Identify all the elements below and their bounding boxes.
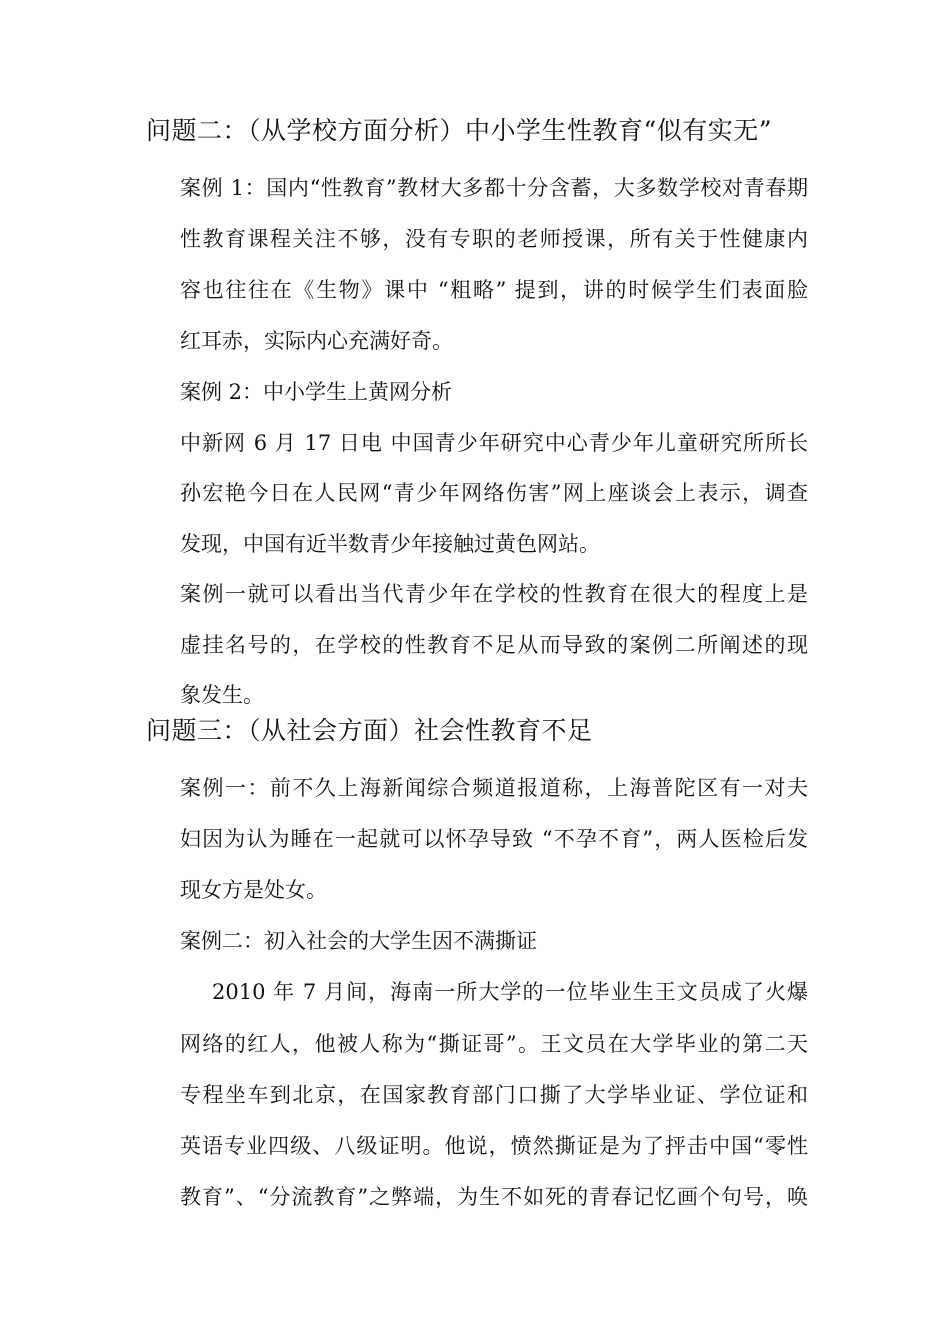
case-2-label: 案例二：初入社会的大学生因不满撕证 (180, 929, 537, 953)
paragraph-line: 现女方是处女。 (180, 878, 327, 902)
paragraph-line: 妇因为认为睡在一起就可以怀孕导致 “不孕不育”，两人医检后发 (180, 827, 808, 851)
paragraph-line: 容也往往在《生物》课中 “粗略” 提到，讲的时候学生们表面脸 (180, 278, 808, 302)
paragraph-line: 虚挂名号的，在学校的性教育不足从而导致的案例二所阐述的现 (180, 633, 808, 657)
paragraph-line: 性教育课程关注不够，没有专职的老师授课，所有关于性健康内 (180, 227, 808, 251)
paragraph-line: 2010 年 7 月间，海南一所大学的一位毕业生王文员成了火爆 (212, 980, 808, 1004)
paragraph-line: 教育”、“分流教育”之弊端，为生不如死的青春记忆画个句号，唤 (180, 1185, 808, 1209)
paragraph-line: 红耳赤，实际内心充满好奇。 (180, 329, 453, 353)
case-2-label: 案例 2：中小学生上黄网分析 (180, 380, 453, 404)
paragraph-line: 发现，中国有近半数青少年接触过黄色网站。 (180, 532, 600, 556)
section-heading-3: 问题三：（从社会方面）社会性教育不足 (146, 716, 593, 745)
paragraph-line: 孙宏艳今日在人民网“青少年网络伤害”网上座谈会上表示，调查 (180, 481, 808, 505)
paragraph-line: 专程坐车到北京，在国家教育部门口撕了大学毕业证、学位证和 (180, 1083, 808, 1107)
paragraph-line: 案例一：前不久上海新闻综合频道报道称，上海普陀区有一对夫 (180, 776, 808, 800)
paragraph-line: 中新网 6 月 17 日电 中国青少年研究中心青少年儿童研究所所长 (180, 431, 808, 455)
paragraph-line: 英语专业四级、八级证明。他说，愤然撕证是为了抨击中国“零性 (180, 1134, 808, 1158)
case-1-label: 案例 1：国内“性教育”教材大多都十分含蓄，大多数学校对青春期 (180, 176, 808, 200)
paragraph-line: 象发生。 (180, 683, 264, 707)
section-heading-2: 问题二：（从学校方面分析）中小学生性教育“似有实无” (146, 116, 773, 145)
paragraph-line: 案例一就可以看出当代青少年在学校的性教育在很大的程度上是 (180, 582, 808, 606)
paragraph-line: 网络的红人，他被人称为“撕证哥”。王文员在大学毕业的第二天 (180, 1032, 808, 1056)
